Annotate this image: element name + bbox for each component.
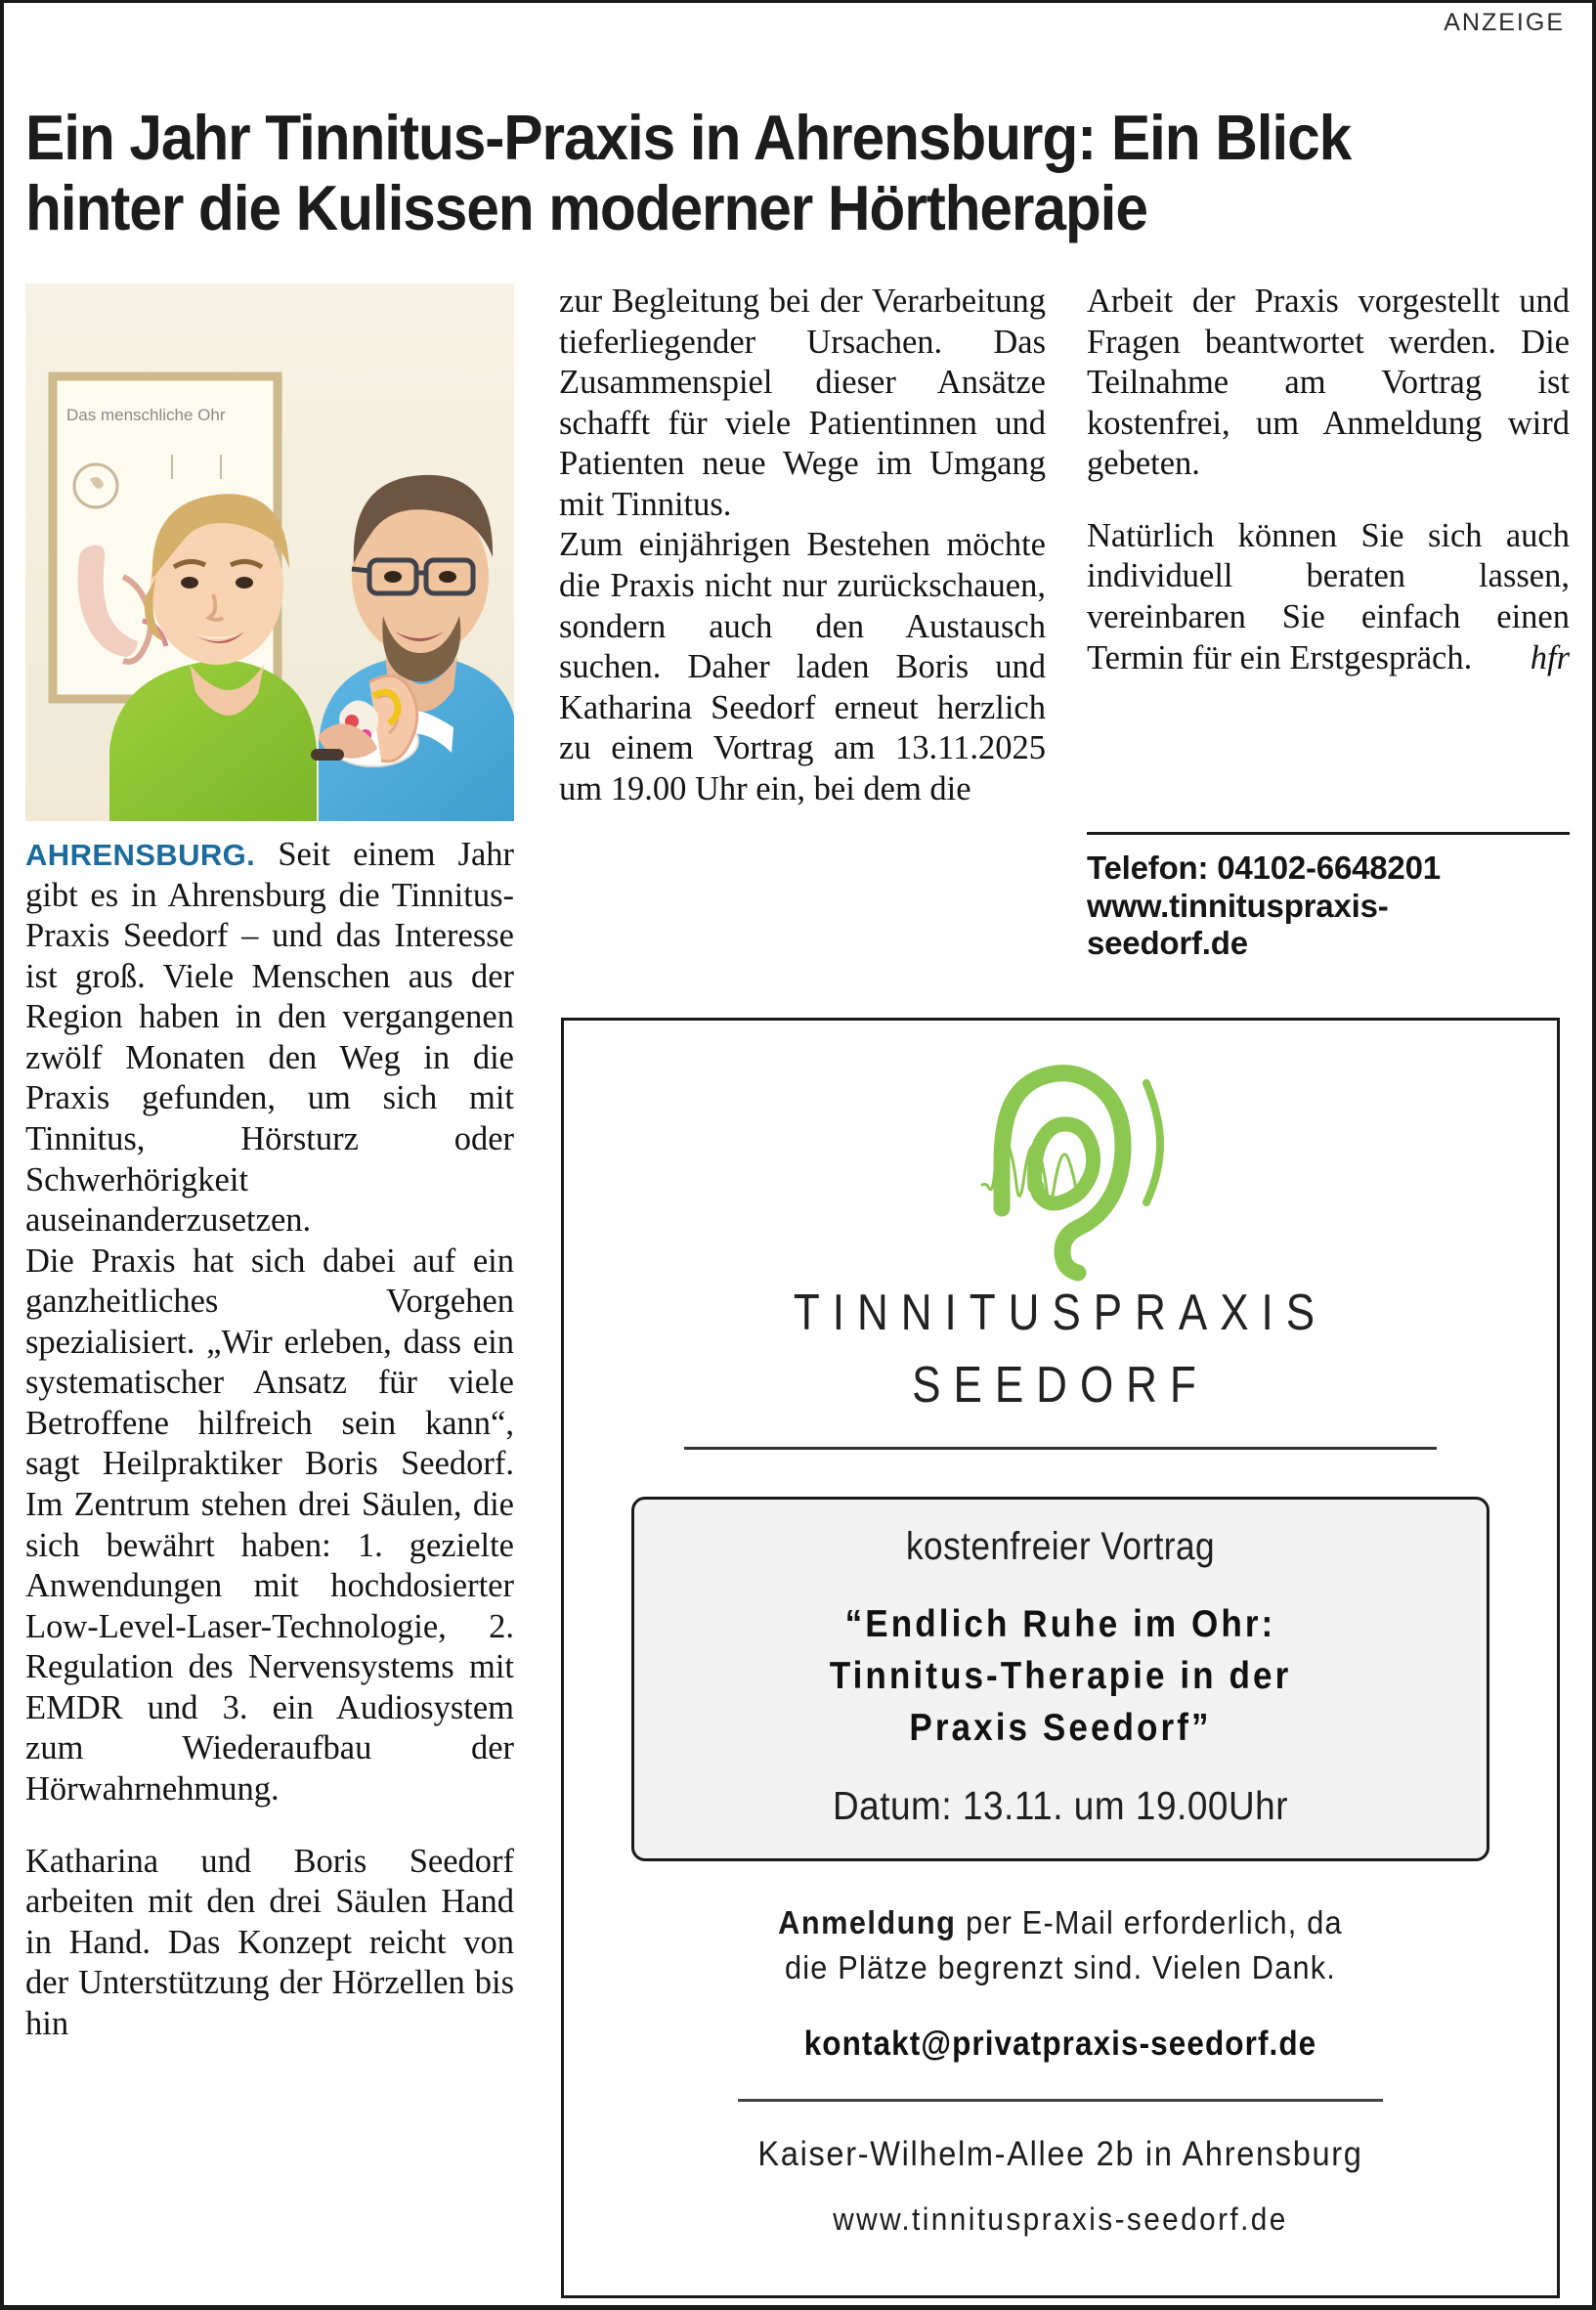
anzeige-row [4,9,1565,37]
registration-bold: Anmeldung [778,1904,957,1941]
article-column-3 [1087,282,1570,678]
lecture-title-line-2: Tinnitus-Therapie in der [829,1655,1292,1698]
article-column-2 [559,282,1046,809]
article-col3-p1: Arbeit der Praxis vorgestellt und Fragen beantwortet werden. Die Teilnahme am Vortrag ist kostenfrei, um Anmeldung wird gebeten. [1087,283,1570,483]
lecture-card [631,1497,1489,1861]
ad-address: Kaiser-Wilhelm-Allee 2b in Ahrensburg [757,2135,1363,2174]
article-col1-p2: Die Praxis hat sich dabei auf ein ganzheitliches Vorgehen spezialisiert. „Wir erleben, dass ein systematischer Ansatz für viele Betroffene hilfreich sein kann“, sagt Heilpraktiker Boris Seedorf. Im Zentrum stehen drei Säulen, die sich bewährt haben: 1. gezielte Anwendungen mit hochdosierter Low-Level-Laser-Technologie, 2. Regulation des Nervensystems mit EMDR und 3. ein Audiosystem zum Wiederaufbau der Hörwahrnehmung. [25,1242,514,1808]
lecture-title-line-3: Praxis Seedorf” [909,1707,1212,1750]
article-column-1 [25,282,514,2044]
lecture-title-line-1: “Endlich Ruhe im Ohr: [844,1603,1276,1645]
ad-email[interactable]: kontakt@privatpraxis-seedorf.de [803,2025,1317,2064]
anzeige-label: ANZEIGE [1444,9,1565,36]
article-lede [25,835,514,1242]
article-col3-p2: Natürlich können Sie sich auch individuell beraten lassen, vereinbaren Sie einfach einen Termin für ein Erstgespräch. hfr [1087,516,1570,678]
ear-soundwave-icon [914,1032,1207,1283]
svg-text:Das menschliche Ohr: Das menschliche Ohr [66,406,226,424]
article-body-col3 [1087,282,1570,678]
article-col1-p1: Seit einem Jahr gibt es in Ahrensburg die Tinnitus-Praxis Seedorf – und das Interesse ist groß. Viele Menschen aus der Region haben in den vergangenen zwölf Monaten den Weg in die Praxis gefunden, um sich mit Tinnitus, Hörsturz oder Schwerhörigkeit auseinanderzusetzen. [25,836,515,1240]
article-body-col1 [25,835,514,2044]
contact-website-line1[interactable]: www.tinnituspraxis- [1087,887,1389,924]
registration-rest: per E-Mail erforderlich, da [956,1904,1343,1941]
page-title: Ein Jahr Tinnitus-Praxis in Ahrensburg: Ein Blick hinter die Kulissen moderner Hörtherapie [25,101,1352,244]
contact-website-line2[interactable]: seedorf.de [1087,925,1248,962]
logo-wordmark-top: TINNITUSPRAXIS [793,1285,1328,1341]
contact-phone[interactable]: Telefon: 04102-6648201 [1087,850,1441,886]
advertisement-box [561,1018,1560,2298]
lecture-kicker: kostenfreier Vortrag [906,1525,1215,1568]
article-body-col2 [559,282,1046,809]
ad-bottom-divider [738,2099,1383,2102]
ad-website[interactable]: www.tinnituspraxis-seedorf.de [833,2201,1288,2238]
lecture-date: Datum: 13.11. um 19.00Uhr [832,1783,1289,1829]
registration-line2: die Plätze begrenzt sind. Vielen Dank. [784,1948,1337,1985]
logo-wordmark-bottom: SEEDORF [912,1357,1209,1414]
article-col1-p3: Katharina und Boris Seedorf arbeiten mit den drei Säulen Hand in Hand. Das Konzept reicht von der Unterstützung der Hörzellen bis hin [25,1842,514,2042]
lecture-title [702,1598,1419,1754]
logo-divider [684,1447,1437,1450]
registration-note [652,1900,1470,1989]
article-col2-p1: zur Begleitung bei der Verarbeitung tieferliegender Ursachen. Das Zusammenspiel dieser Ansätze schafft für viele Patientinnen und Patienten neue Wege im Umgang mit Tinnitus. [559,283,1046,523]
article-col2-p2: Zum einjährigen Bestehen möchte die Praxis nicht nur zurückschauen, sondern auch den Austausch suchen. Daher laden Boris und Katharina Seedorf erneut herzlich zu einem Vortrag am 13.11.2025 um 19.00 Uhr ein, bei dem die [559,526,1046,807]
contact-divider [1087,832,1570,835]
logo-area [564,1021,1557,1283]
contact-block [1087,850,1575,963]
article-byline: hfr [1530,638,1570,676]
dateline-city: AHRENSBURG. [25,838,256,872]
